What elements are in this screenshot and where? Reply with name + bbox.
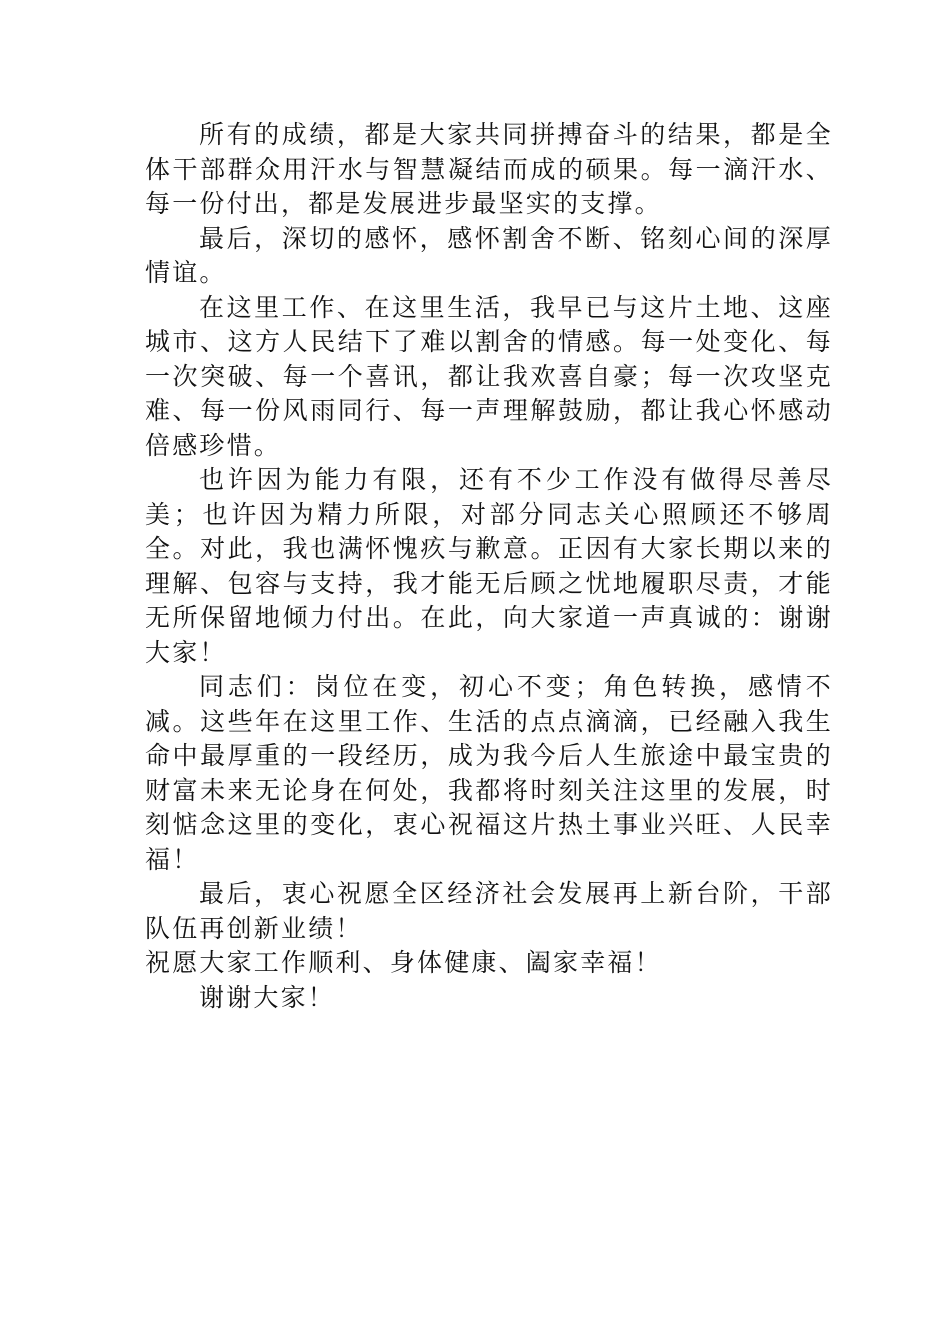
paragraph-blessing: 祝愿大家工作顺利、身体健康、阖家幸福！ [145,948,662,977]
paragraph-work-life: 在这里工作、在这里生活，我早已与这片土地、这座城市、这方人民结下了难以割舍的情感。每一处变化、每一次突破、每一个喜讯，都让我欢喜自豪；每一次攻坚克难、每一份风雨同行、每一声理解鼓励，都让我心怀感动倍感珍惜。 [145,292,833,460]
paragraph-comrades: 同志们：岗位在变，初心不变；角色转换，感情不减。这些年在这里工作、生活的点点滴滴，已经融入我生命中最厚重的一段经历，成为我今后人生旅途中最宝贵的财富未来无论身在何处，我都将时刻关注这里的发展，时刻惦念这里的变化，衷心祝福这片热土事业兴旺、人民幸福！ [145,672,833,874]
paragraph-gratitude-heading: 最后，深切的感怀，感怀割舍不断、铭刻心间的深厚情谊。 [145,223,833,287]
document-body [145,118,833,1015]
paragraph-achievements: 所有的成绩，都是大家共同拼搏奋斗的结果，都是全体干部群众用汗水与智慧凝结而成的硕果。每一滴汗水、每一份付出，都是发展进步最坚实的支撑。 [145,120,833,218]
paragraph-final-wish: 最后，衷心祝愿全区经济社会发展再上新台阶，干部队伍再创新业绩！ [145,879,833,943]
paragraph-thanks: 谢谢大家！ [199,982,336,1012]
paragraph-apology: 也许因为能力有限，还有不少工作没有做得尽善尽美；也许因为精力所限，对部分同志关心照顾还不够周全。对此，我也满怀愧疚与歉意。正因有大家长期以来的理解、包容与支持，我才能无后顾之忧地履职尽责，才能无所保留地倾力付出。在此，向大家道一声真诚的：谢谢大家！ [145,465,833,667]
